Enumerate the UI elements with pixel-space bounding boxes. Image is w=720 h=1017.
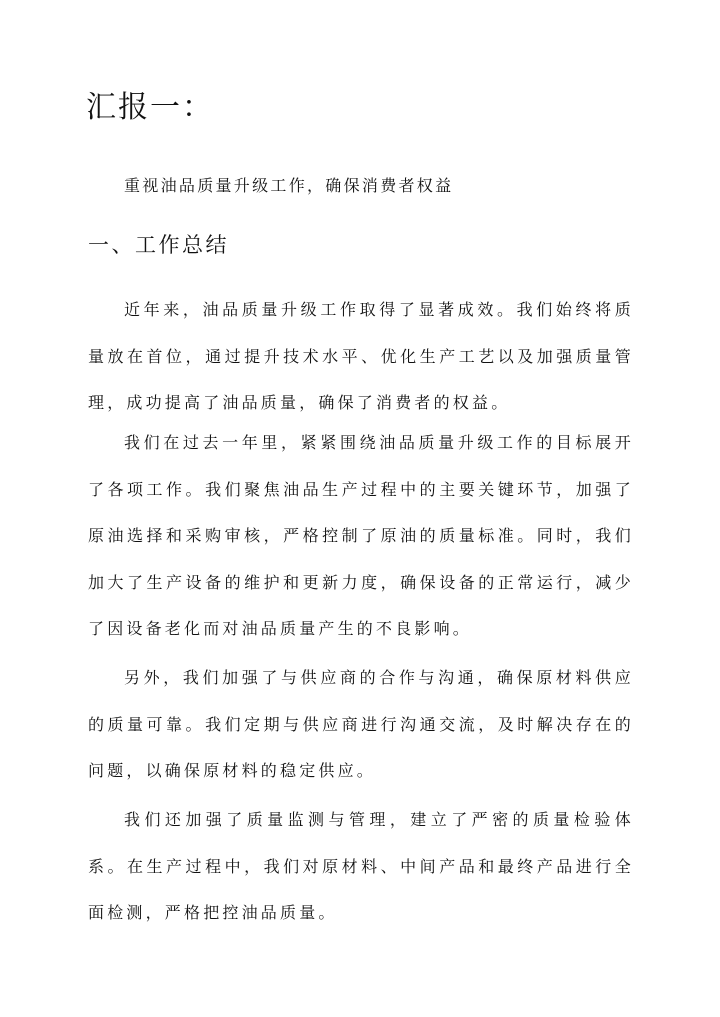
- body-paragraph: 另外，我们加强了与供应商的合作与沟通，确保原材料供应的质量可靠。我们定期与供应商进行沟通交流，及时解决存在的问题，以确保原材料的稳定供应。: [88, 668, 634, 780]
- body-paragraph: 我们还加强了质量监测与管理，建立了严密的质量检验体系。在生产过程中，我们对原材料、中间产品和最终产品进行全面检测，严格把控油品质量。: [88, 810, 634, 922]
- section-heading: 一、工作总结: [88, 233, 229, 257]
- document-subtitle: 重视油品质量升级工作，确保消费者权益: [124, 176, 454, 195]
- body-paragraph: 我们在过去一年里，紧紧围绕油品质量升级工作的目标展开了各项工作。我们聚焦油品生产过程中的主要关键环节，加强了原油选择和采购审核，严格控制了原油的质量标准。同时，我们加大了生产设备的维护和更新力度，确保设备的正常运行，减少了因设备老化而对油品质量产生的不良影响。: [88, 433, 634, 638]
- document-title: 汇报一：: [86, 90, 214, 125]
- body-paragraph: 近年来，油品质量升级工作取得了显著成效。我们始终将质量放在首位，通过提升技术水平、优化生产工艺以及加强质量管理，成功提高了油品质量，确保了消费者的权益。: [88, 300, 634, 412]
